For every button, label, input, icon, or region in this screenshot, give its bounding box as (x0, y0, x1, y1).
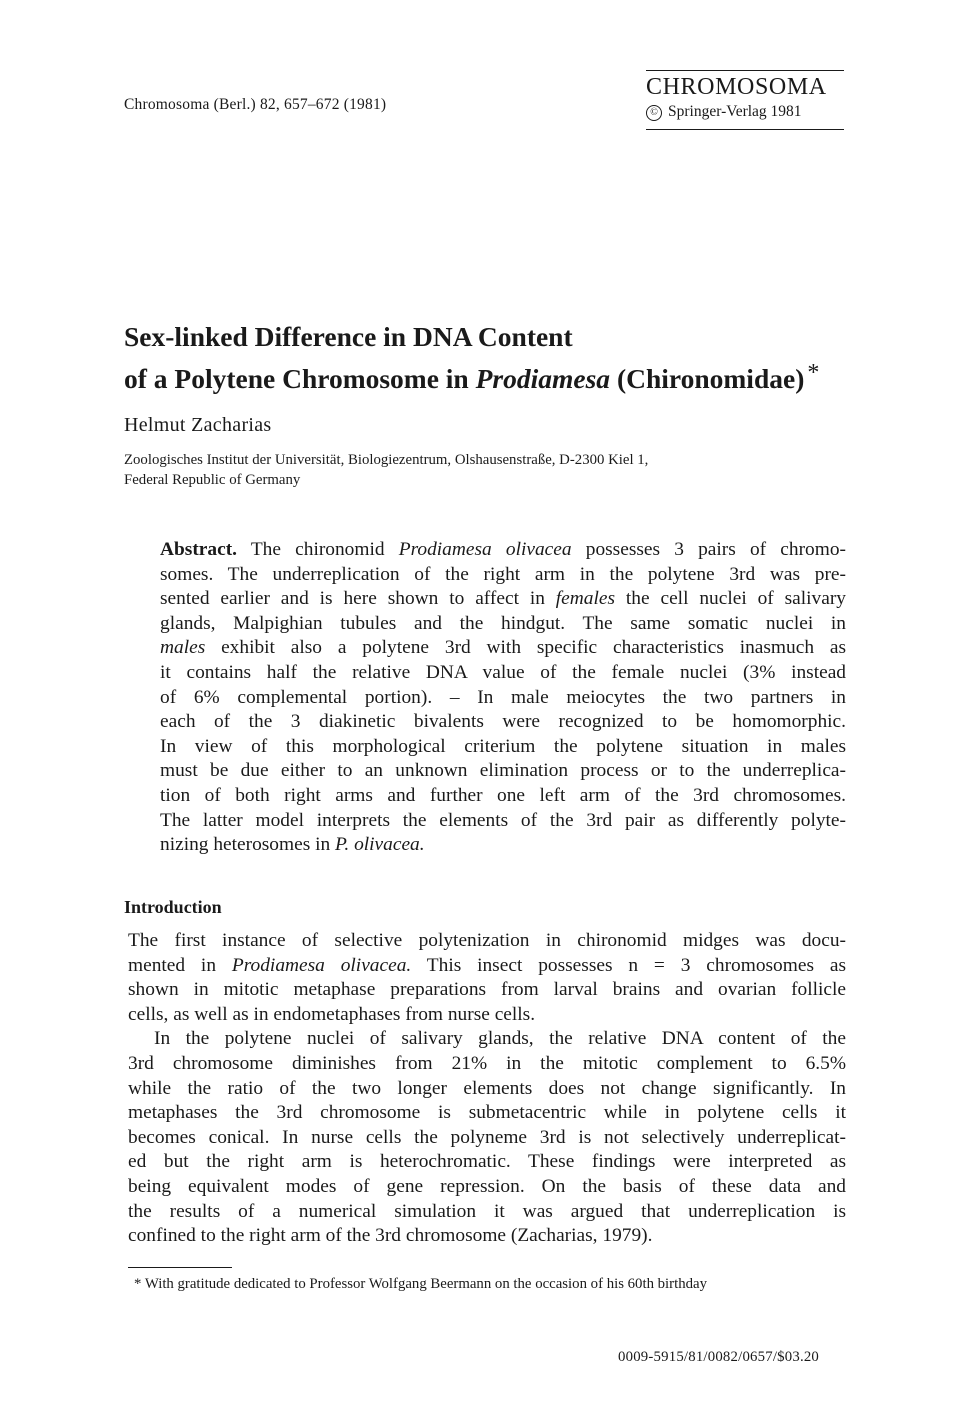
footnote (134, 1276, 854, 1293)
body-line: metaphases the 3rd chromosome is submetacentric while in polytene cells it (128, 1102, 846, 1124)
abstract-label: Abstract. (160, 539, 238, 560)
abstract-line: must be due either to an unknown elimination process or to the underreplica- (160, 760, 846, 782)
abstract-text: sented earlier and is here shown to affect in (160, 588, 556, 610)
body-line: cells, as well as in endometaphases from nurse cells. (128, 1003, 536, 1025)
body-line: being equivalent modes of gene repression. On the basis of these data and (128, 1175, 846, 1197)
body-line: while the ratio of the two longer elements does not change significantly. In (128, 1077, 846, 1099)
body-text: mented in (128, 954, 232, 976)
abstract-text: possesses 3 pairs of chromo- (571, 539, 846, 560)
emphasis-text: females (555, 588, 616, 610)
affiliation-line: Zoologisches Institut der Universität, Biologiezentrum, Olshausenstraße, D-2300 Kiel 1, (124, 452, 649, 468)
author-name: Helmut Zacharias (124, 414, 272, 436)
abstract-line: it contains half the relative DNA value of the female nuclei (3% instead (160, 661, 846, 683)
publisher-line (646, 102, 844, 122)
abstract-line (160, 833, 846, 858)
title-text: of a Polytene Chromosome in (124, 363, 476, 394)
body-line (128, 954, 846, 979)
abstract-line: The latter model interprets the elements of the 3rd pair as differently polyte- (160, 809, 846, 831)
masthead-bottom-rule (646, 129, 844, 130)
abstract-line: of 6% complemental portion). – In male meiocytes the two partners in (160, 686, 846, 708)
body-line: In the polytene nuclei of salivary glands, the relative DNA content of the (154, 1028, 846, 1050)
abstract-text: nizing heterosomes in (160, 834, 336, 856)
article-code: 0009-5915/81/0082/0657/$03.20 (618, 1349, 820, 1365)
abstract-text: exhibit also a polytene 3rd with specific characteristics inasmuch as (205, 637, 846, 659)
author-affiliation (124, 450, 844, 490)
body-line: The first instance of selective polytenization in chironomid midges was docu- (128, 930, 846, 951)
masthead-top-rule (646, 70, 844, 71)
title-line-2 (124, 355, 864, 397)
journal-name: CHROMOSOMA (646, 74, 827, 100)
paper-title (124, 318, 864, 397)
body-line: shown in mitotic metaphase preparations from larval brains and ovarian follicle (128, 979, 846, 1001)
abstract-line (160, 538, 846, 563)
copyright-icon: © (646, 105, 662, 121)
abstract-line (160, 587, 846, 612)
abstract-text: The chironomid (237, 539, 399, 560)
title-genus: Prodiamesa (475, 363, 611, 394)
body-line: the results of a numerical simulation it was argued that underreplication is (128, 1200, 846, 1222)
title-line-1: Sex-linked Difference in DNA Content (124, 321, 573, 352)
footnote-marker: * (134, 1276, 142, 1292)
publisher-name: Springer-Verlag 1981 (668, 103, 802, 120)
title-footnote-marker[interactable]: * (807, 360, 820, 386)
abstract (160, 538, 846, 858)
emphasis-text: males (160, 637, 206, 659)
abstract-line (160, 636, 846, 661)
body-line: confined to the right arm of the 3rd chromosome (Zacharias, 1979). (128, 1225, 653, 1247)
abstract-line: glands, Malpighian tubules and the hindgut. The same somatic nuclei in (160, 612, 846, 634)
section-heading-introduction: Introduction (124, 897, 222, 917)
footnote-text: With gratitude dedicated to Professor Wolfgang Beermann on the occasion of his 60th birthday (141, 1276, 707, 1292)
abstract-line: tion of both right arms and further one left arm of the 3rd chromosomes. (160, 784, 846, 806)
body-line: becomes conical. In nurse cells the polyneme 3rd is not selectively underreplicat- (128, 1126, 846, 1148)
introduction-body (128, 929, 846, 1249)
title-text: (Chironomidae) (610, 363, 805, 394)
body-line: ed but the right arm is heterochromatic. These findings were interpreted as (128, 1151, 846, 1173)
abstract-text: the cell nuclei of salivary (615, 588, 846, 610)
journal-masthead (646, 70, 844, 130)
journal-citation: Chromosoma (Berl.) 82, 657–672 (1981) (124, 96, 387, 113)
footnote-rule (128, 1267, 232, 1268)
abstract-line: somes. The underreplication of the right arm in the polytene 3rd was pre- (160, 563, 846, 585)
body-line: 3rd chromosome diminishes from 21% in the mitotic complement to 6.5% (128, 1052, 846, 1074)
species-name: Prodiamesa olivacea. (231, 954, 412, 976)
body-text: This insect possesses n = 3 chromosomes as (411, 954, 846, 976)
abstract-line: In view of this morphological criterium the polytene situation in males (160, 735, 846, 757)
abstract-line: each of the 3 diakinetic bivalents were recognized to be homomorphic. (160, 711, 846, 733)
species-name: P. olivacea. (335, 834, 425, 856)
affiliation-line: Federal Republic of Germany (124, 472, 301, 488)
species-name: Prodiamesa olivacea (398, 539, 572, 560)
